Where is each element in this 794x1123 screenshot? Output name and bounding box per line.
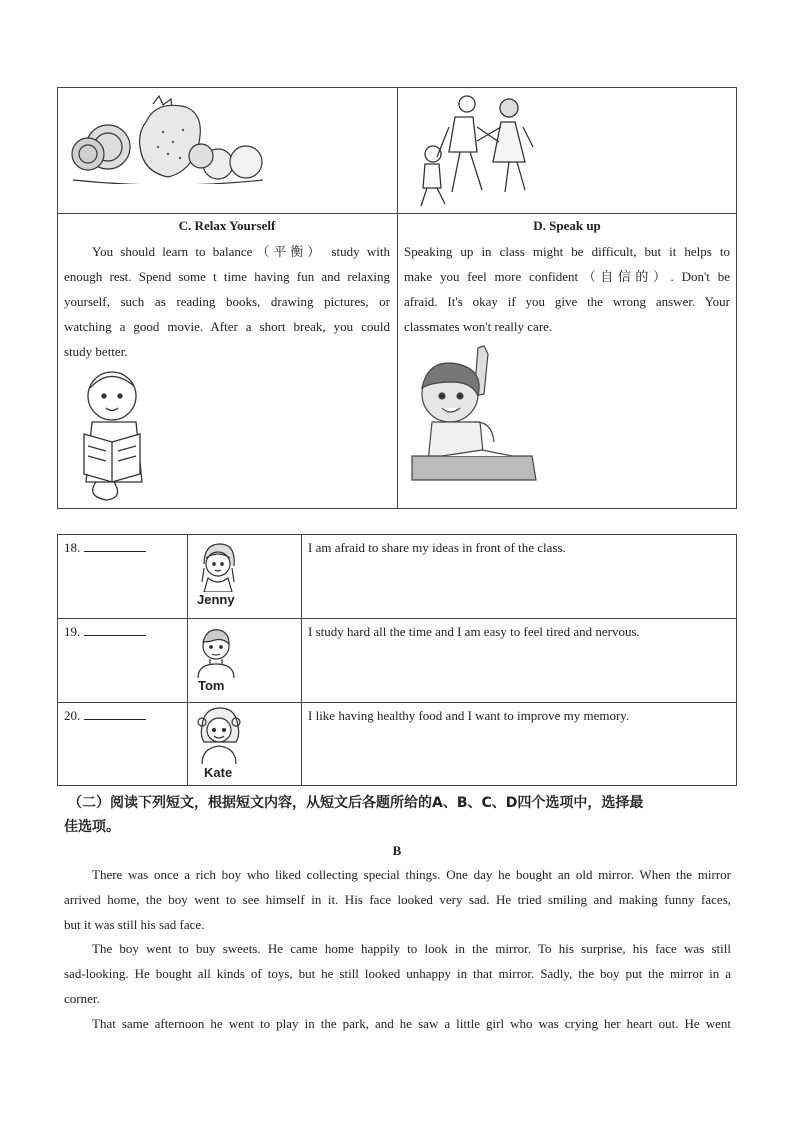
story-line: The boy went to buy sweets. He came home happily to look in the mirror. To his surprise, his face was still — [92, 941, 731, 956]
panel-c-text — [64, 239, 390, 364]
answer-blank[interactable] — [84, 624, 146, 636]
question-19 — [64, 624, 146, 640]
question-number: 18. — [64, 540, 81, 555]
tom-portrait — [194, 626, 238, 678]
statement-20: I like having healthy food and I want to improve my memory. — [308, 708, 630, 723]
story-line: That same afternoon he went to play in the park, and he saw a little girl who was crying her heart out. He went — [92, 1016, 731, 1031]
table-divider — [301, 535, 302, 785]
family-illustration — [405, 92, 545, 212]
boy-reading-illustration — [66, 366, 162, 506]
story-line: There was once a rich boy who liked collecting special things. One day he bought an old mirror. When the mirror — [92, 867, 731, 882]
tom-label: Tom — [198, 678, 225, 693]
grid-divider-vertical — [397, 88, 398, 508]
story-line: corner. — [64, 991, 100, 1006]
table-divider — [187, 535, 188, 785]
answer-blank[interactable] — [84, 708, 146, 720]
question-number: 20. — [64, 708, 81, 723]
table-row-divider — [58, 702, 736, 703]
panel-c-line: study better. — [64, 344, 128, 359]
question-18 — [64, 540, 146, 556]
matching-table — [57, 534, 737, 786]
panel-c-line: yourself, such as reading books, drawing pictures, or — [64, 294, 390, 309]
story-paragraph — [64, 936, 731, 1011]
kate-portrait — [196, 706, 242, 764]
story-line: but it was still his sad face. — [64, 917, 205, 932]
student-raising-hand-illustration — [408, 344, 538, 486]
panel-d-line: afraid. It's okay if you give the wrong answer. Your — [404, 294, 730, 309]
jenny-label: Jenny — [197, 592, 235, 607]
panel-c-line: You should learn to balance（平衡） study with — [92, 244, 390, 259]
grid-divider-horizontal — [58, 213, 736, 214]
statement-18: I am afraid to share my ideas in front of the class. — [308, 540, 566, 555]
jenny-portrait — [196, 542, 238, 592]
story-paragraph — [64, 862, 731, 937]
table-row-divider — [58, 618, 736, 619]
question-20 — [64, 708, 146, 724]
panel-c-line: watching a good movie. After a short break, you could — [64, 319, 390, 334]
statement-19: I study hard all the time and I am easy to feel tired and nervous. — [308, 624, 640, 639]
panel-d-line: make you feel more confident（自信的）. Don't be — [404, 269, 730, 284]
answer-blank[interactable] — [84, 540, 146, 552]
passage-letter: B — [392, 843, 402, 858]
section-instructions-line: （二）阅读下列短文，根据短文内容，从短文后各题所给的A、B、C、D四个选项中，选择最 — [68, 795, 644, 811]
panel-d-line: Speaking up in class might be difficult, but it helps to — [404, 244, 730, 259]
section-instructions — [64, 791, 732, 839]
panel-c-title: C. Relax Yourself — [178, 218, 276, 233]
fruit-illustration — [68, 92, 268, 184]
section-instructions-line: 佳选项。 — [64, 819, 120, 835]
panel-c-line: enough rest. Spend some t time having fun and relaxing — [64, 269, 390, 284]
story-line: sad-looking. He bought all kinds of toys, but he still looked unhappy in that mirror. Sadly, the boy put the mirror in a — [64, 966, 731, 981]
panel-d-line: classmates won't really care. — [404, 319, 553, 334]
panel-d-title: D. Speak up — [533, 218, 601, 233]
story-line: arrived home, the boy went to see himself in it. His face looked very sad. He tried smiling and making funny faces, — [64, 892, 731, 907]
panel-d-text — [404, 239, 730, 339]
question-number: 19. — [64, 624, 81, 639]
kate-label: Kate — [204, 765, 233, 780]
story-paragraph — [64, 1011, 731, 1036]
